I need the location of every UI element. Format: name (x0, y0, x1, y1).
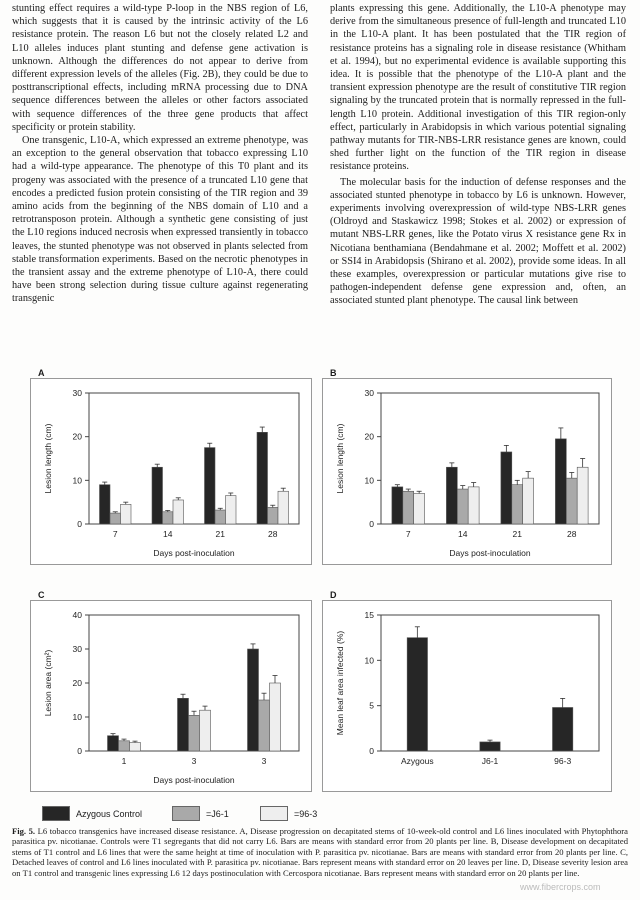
chart-c (31, 601, 311, 791)
bar (555, 439, 566, 524)
chart-d (323, 601, 611, 791)
y-tick-label: 30 (72, 388, 82, 398)
x-axis-label: Days post-inoculation (153, 775, 235, 785)
x-tick-label: 96-3 (554, 756, 572, 766)
y-axis-label: Lesion length (cm) (43, 423, 53, 494)
bar (414, 493, 425, 524)
watermark: www.fibercrops.com (520, 882, 601, 892)
bar (468, 487, 479, 524)
caption-text: L6 tobacco transgenics have increased disease resistance. A, Disease progression on decapitated stems of 10-week-old control and L6 lines inoculated with Phytophthora parasitica pv. nicotianae. Controls were T1 segregants that did not carry L6. Bars are means with standard error from 20 plants per line. B, Disease development on decapitated stems of T1 control and L6 lines that were the same height at time of inoculation with P. parasitica pv. nicotianae. Bars are means with standard error from 20 plants per line. C, Detached leaves of control and L6 lines inoculated with P. parasitica pv. nicotianae. Bars represent means with standard error on 20 leaves per line. D, Disease severity lesion area on T1 control and transgenic lines expressing L6 12 days postinoculation with Cercospora nicotianae. Bars represent means with standard error on 20 plants per line. (12, 826, 628, 878)
y-tick-label: 10 (72, 475, 82, 486)
y-tick-label: 0 (369, 746, 374, 756)
y-tick-label: 40 (72, 610, 82, 620)
x-tick-label: 3 (261, 756, 267, 766)
bar (552, 707, 572, 751)
y-tick-label: 0 (77, 746, 82, 756)
x-tick-label: 7 (405, 529, 411, 539)
chart-a (31, 379, 311, 564)
bar (480, 742, 500, 751)
chart-panel-b (322, 378, 612, 565)
panel-label-d: D (330, 590, 337, 600)
bar (152, 467, 163, 524)
x-tick-label: 3 (191, 756, 197, 766)
bar (512, 485, 523, 524)
y-tick-label: 10 (364, 655, 374, 666)
bar (257, 432, 268, 524)
y-tick-label: 10 (364, 475, 374, 486)
bar (110, 513, 121, 524)
bar (457, 489, 468, 524)
bar (268, 507, 279, 524)
bar (100, 485, 111, 524)
legend-swatch-j6 (172, 806, 200, 821)
x-axis-label: Days post-inoculation (153, 548, 235, 558)
chart-panel-c (30, 600, 312, 792)
y-tick-label: 30 (364, 388, 374, 398)
bar (259, 700, 270, 751)
y-axis-label: Lesion length (cm) (335, 423, 345, 494)
y-tick-label: 20 (72, 678, 82, 688)
y-tick-label: 10 (72, 712, 82, 722)
bar (130, 743, 141, 752)
text-column-left (12, 2, 308, 306)
bar (226, 496, 237, 524)
bar (392, 487, 403, 524)
x-axis-label: Days post-inoculation (449, 548, 531, 558)
bar (215, 510, 226, 524)
panel-label-a: A (38, 368, 45, 378)
bar (189, 715, 200, 751)
paragraph: plants expressing this gene. Additionally, the L10-A phenotype may derive from the simultaneous presence of full-length and truncated L10 in the L10-A plant. It has been postulated that the TIR region of resistance proteins has a signaling role in disease resistance (Whitham et al. 1994), but no experimental evidence is available supporting this idea. It is possible that the phenotype of the L10-A plant and the transient expression phenotype are the result of constitutive TIR region signaling by the truncated protein that is normally repressed in the full-length L10 protein. Additional investigation of this TIR region-only effect, particularly in Arabidopsis in which various potential signaling pathway mutants for TIR-NBS-LRR resistance genes are known, could shed further light on the function of the TIR region in disease resistance proteins. (330, 3, 626, 173)
x-tick-label: 14 (458, 529, 468, 539)
chart-panel-d (322, 600, 612, 792)
bar (278, 491, 289, 524)
bar (248, 649, 259, 751)
bar (566, 478, 577, 524)
bar (403, 491, 414, 524)
x-tick-label: 14 (163, 529, 173, 539)
legend-label: =96-3 (294, 808, 318, 819)
bar (200, 710, 211, 751)
y-tick-label: 15 (364, 610, 374, 620)
bar (173, 500, 184, 524)
x-tick-label: Azygous (401, 756, 434, 766)
caption-label: Fig. 5. (12, 826, 36, 836)
y-tick-label: 20 (72, 431, 82, 442)
bar (501, 452, 512, 524)
x-tick-label: 21 (215, 529, 225, 539)
bar (205, 448, 216, 524)
bar (523, 478, 534, 524)
bar (407, 638, 427, 751)
bar (178, 698, 189, 751)
y-tick-label: 30 (72, 644, 82, 654)
legend-item (172, 806, 229, 821)
figure-caption (12, 826, 628, 878)
panel-label-c: C (38, 590, 45, 600)
legend-item (42, 806, 142, 821)
legend-swatch-azygous (42, 806, 70, 821)
text-column-right (330, 2, 626, 308)
bar (163, 512, 174, 524)
bar (121, 504, 132, 524)
x-tick-label: 1 (121, 756, 127, 766)
x-tick-label: 28 (268, 529, 278, 539)
x-tick-label: 28 (567, 529, 577, 539)
paragraph: The molecular basis for the induction of defense responses and the associated stunted phenotype in tobacco by L6 is unknown. However, experiments involving overexpression of wild-type NBS-LRR genes (Oldroyd and Staskawicz 1998; Stokes et al. 2002) or expression of mutant NBS-LRR genes, like the Potato virus X resistance gene Rx in Nicotiana benthamiana (Bendahmane et al. 2002; Moffett et al. 2002) or SSI4 in Arabidopsis (Shirano et al. 2002), provide some ideas. In all these examples, overexpression or particular mutations give rise to pathogen-independent defense gene expression and, often, an associated stunted plant phenotype. The causal link between (330, 176, 626, 307)
paragraph: One transgenic, L10-A, which expressed an extreme phenotype, was an exception to the general observation that tobacco expressing L10 had a wild-type appearance. The phenotype of this T0 plant and its progeny was associated with the presence of a truncated L10 gene that encodes a predicted fusion protein consisting of the TIR region and 39 amino acids from the beginning of the NBS domain of L10 and a retrotransposon protein. Although a synthetic gene consisting of just the L10 regions induced necrosis when expressed transiently in tobacco leaves, the stunted phenotype was not observed in plants selected from stable transformation experiments. Based on the necrotic phenotypes in the transient assay and the extreme phenotype of L10-A, there could have been strong selection during tissue culture against regenerating transgenic (12, 135, 308, 305)
x-tick-label: 21 (512, 529, 522, 539)
y-tick-label: 5 (369, 700, 374, 711)
chart-legend (12, 802, 628, 822)
legend-label: Azygous Control (76, 808, 143, 819)
y-tick-label: 0 (369, 519, 374, 529)
bar (270, 683, 281, 751)
y-tick-label: 0 (77, 519, 82, 529)
paragraph: stunting effect requires a wild-type P-loop in the NBS region of L6, which suggests that it is caused by the intrinsic activity of the L6 resistance protein. The reason L6 but not the closely related L2 and L10 alleles induces plant stunting and defense gene activation is unknown. Although the differences do not appear to derive from different expression levels of the alleles (Fig. 2B), they could be due to posttranscriptional effects, including mRNA processing due to DNA sequence differences between the alleles or other factors associated with sequence differences of the three gene products that affect specificity or protein stability. (12, 3, 308, 133)
bar (108, 736, 119, 751)
y-tick-label: 20 (364, 431, 374, 442)
x-tick-label: 7 (112, 529, 118, 539)
panel-label-b: B (330, 368, 337, 378)
bar (119, 741, 130, 751)
y-axis-label: Lesion area (cm²) (43, 649, 53, 717)
legend-swatch-963 (260, 806, 288, 821)
chart-b (323, 379, 611, 564)
y-axis-label: Mean leaf area infected (%) (335, 630, 345, 736)
legend-label: =J6-1 (206, 808, 229, 819)
chart-panel-a (30, 378, 312, 565)
legend-item (260, 806, 317, 821)
bar (577, 467, 588, 524)
bar (446, 467, 457, 524)
x-tick-label: J6-1 (481, 756, 499, 766)
